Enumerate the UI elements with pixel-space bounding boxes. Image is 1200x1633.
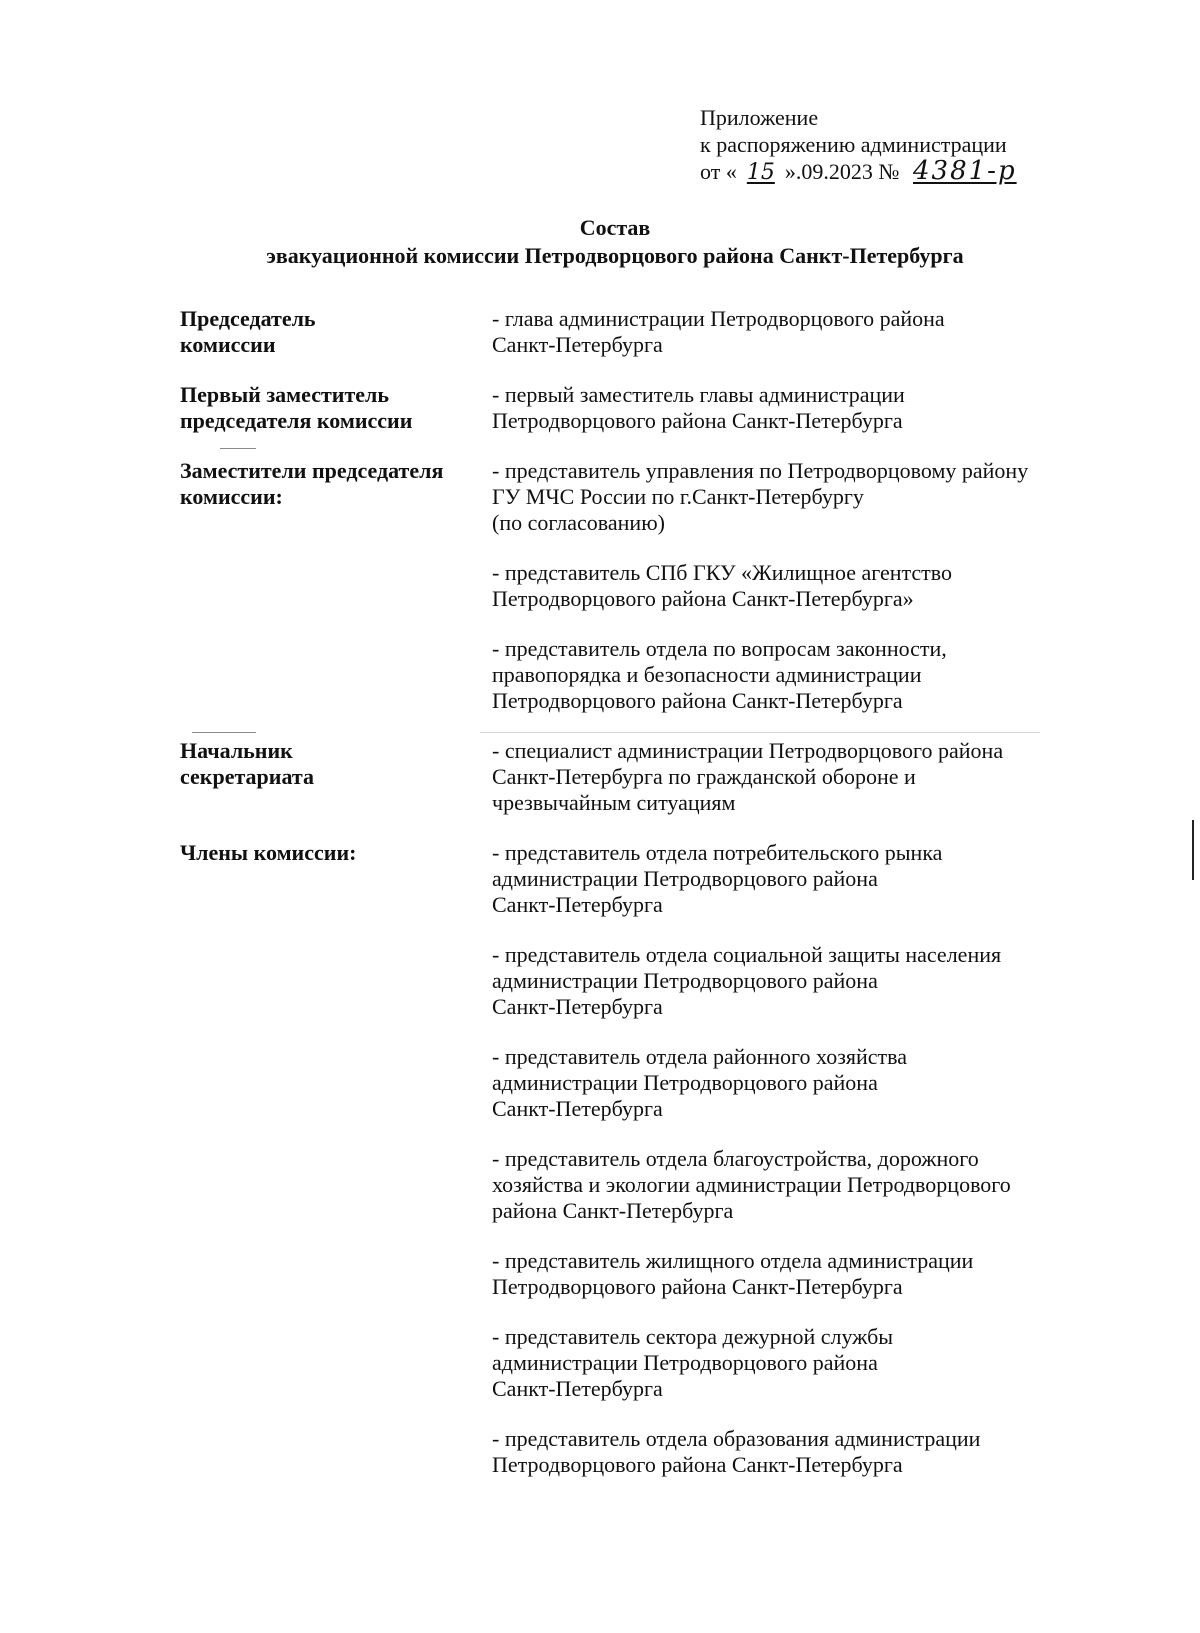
member-entry-line: Петродворцового района Санкт-Петербурга xyxy=(492,408,903,433)
composition-row xyxy=(180,306,1100,358)
role-title xyxy=(180,382,492,434)
member-entry-line: - глава администрации Петродворцового района xyxy=(492,306,945,331)
commission-composition xyxy=(180,306,1100,1502)
member-entry-line: администрации Петродворцового района xyxy=(492,1350,878,1375)
role-title-line: председателя комиссии xyxy=(180,408,413,433)
role-title-line: Начальник xyxy=(180,738,293,763)
member-list xyxy=(492,458,1100,714)
member-entry-line: администрации Петродворцового района xyxy=(492,968,878,993)
member-entry-line: хозяйства и экологии администрации Петродворцового xyxy=(492,1172,1011,1197)
member-entry-line: - представитель отдела потребительского рынка xyxy=(492,840,943,865)
member-entry-line: района Санкт-Петербурга xyxy=(492,1198,734,1223)
role-title xyxy=(180,306,492,358)
title-line-2: эвакуационной комиссии Петродворцового района Санкт-Петербурга xyxy=(266,243,964,268)
member-entry xyxy=(492,1044,1100,1122)
role-title xyxy=(180,840,492,1478)
member-entry xyxy=(492,382,1100,434)
role-title xyxy=(180,458,492,714)
member-entry-line: Санкт-Петербурга xyxy=(492,332,663,357)
member-entry-line: - специалист администрации Петродворцового района xyxy=(492,738,1004,763)
member-list xyxy=(492,382,1100,434)
scan-edge-mark xyxy=(1192,820,1194,880)
appendix-order-reference: к распоряжению администрации xyxy=(700,132,1007,157)
member-entry-line: (по согласованию) xyxy=(492,510,665,535)
role-title-line: Первый заместитель xyxy=(180,382,389,407)
role-title-line: Члены комиссии: xyxy=(180,840,357,865)
member-entry-line: - представитель отдела районного хозяйства xyxy=(492,1044,908,1069)
role-title-line: комиссии xyxy=(180,332,276,357)
member-entry-line: Петродворцового района Санкт-Петербурга xyxy=(492,1452,903,1477)
date-suffix: ».09.2023 № xyxy=(784,159,900,184)
member-list xyxy=(492,306,1100,358)
member-entry xyxy=(492,1426,1100,1478)
title-line-1: Состав xyxy=(579,215,651,240)
role-title-line: комиссии: xyxy=(180,484,283,509)
member-entry-line: - представитель сектора дежурной службы xyxy=(492,1324,894,1349)
scan-artifact xyxy=(480,732,1040,733)
member-entry-line: чрезвычайным ситуациям xyxy=(492,790,736,815)
member-list xyxy=(492,840,1100,1478)
scan-artifact xyxy=(192,732,256,733)
member-entry-line: Санкт-Петербурга по гражданской обороне и xyxy=(492,764,916,789)
member-entry-line: - представитель жилищного отдела администрации xyxy=(492,1248,974,1273)
member-entry xyxy=(492,942,1100,1020)
member-entry-line: - представитель отдела по вопросам законности, xyxy=(492,636,947,661)
role-title-line: Председатель xyxy=(180,306,316,331)
member-entry-line: администрации Петродворцового района xyxy=(492,866,878,891)
member-entry-line: ГУ МЧС России по г.Санкт-Петербургу xyxy=(492,484,864,509)
date-prefix: от « xyxy=(700,159,737,184)
member-entry-line: Петродворцового района Санкт-Петербурга xyxy=(492,688,903,713)
member-entry-line: - представитель управления по Петродворцовому району xyxy=(492,458,1029,483)
member-entry-line: Санкт-Петербурга xyxy=(492,1376,663,1401)
member-list xyxy=(492,738,1100,816)
composition-row xyxy=(180,840,1100,1478)
member-entry xyxy=(492,1146,1100,1224)
member-entry-line: - представитель отдела социальной защиты населения xyxy=(492,942,1002,967)
scan-artifact xyxy=(220,448,256,449)
member-entry xyxy=(492,738,1100,816)
appendix-date-number xyxy=(700,158,1160,186)
member-entry-line: - представитель отдела благоустройства, дорожного xyxy=(492,1146,979,1171)
member-entry xyxy=(492,1248,1100,1300)
member-entry xyxy=(492,306,1100,358)
composition-row xyxy=(180,458,1100,714)
member-entry-line: - представитель отдела образования администрации xyxy=(492,1426,981,1451)
appendix-title: Приложение xyxy=(700,105,819,130)
appendix-header xyxy=(700,104,1160,186)
member-entry xyxy=(492,636,1100,714)
composition-row xyxy=(180,382,1100,434)
member-entry-line: - представитель СПб ГКУ «Жилищное агентство xyxy=(492,560,953,585)
member-entry-line: правопорядка и безопасности администрации xyxy=(492,662,922,687)
member-entry-line: Петродворцового района Санкт-Петербурга» xyxy=(492,586,914,611)
member-entry-line: администрации Петродворцового района xyxy=(492,1070,878,1095)
handwritten-order-number: 4381-р xyxy=(913,156,1017,186)
member-entry xyxy=(492,1324,1100,1402)
composition-row xyxy=(180,738,1100,816)
member-entry-line: Санкт-Петербурга xyxy=(492,994,663,1019)
member-entry xyxy=(492,560,1100,612)
member-entry xyxy=(492,458,1100,536)
member-entry-line: Санкт-Петербурга xyxy=(492,1096,663,1121)
role-title xyxy=(180,738,492,816)
member-entry-line: Петродворцового района Санкт-Петербурга xyxy=(492,1274,903,1299)
member-entry-line: - первый заместитель главы администрации xyxy=(492,382,905,407)
role-title-line: секретариата xyxy=(180,764,314,789)
role-title-line: Заместители председателя xyxy=(180,458,444,483)
member-entry xyxy=(492,840,1100,918)
member-entry-line: Санкт-Петербурга xyxy=(492,892,663,917)
handwritten-day: 15 xyxy=(746,160,775,185)
document-title xyxy=(0,214,1200,270)
